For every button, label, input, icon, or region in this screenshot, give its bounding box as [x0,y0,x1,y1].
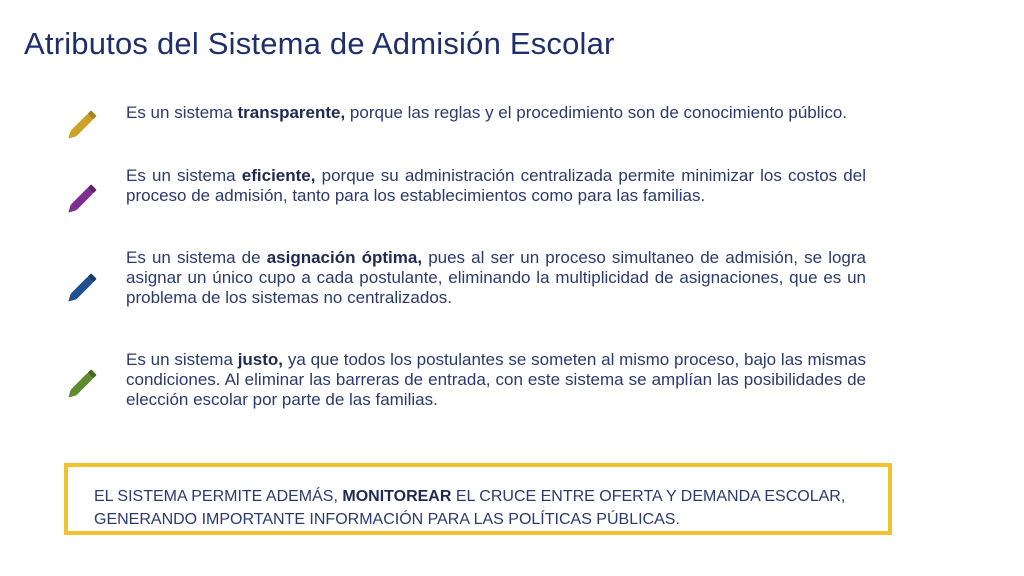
attribute-text: Es un sistema justo, ya que todos los postulantes se someten al mismo proceso, bajo las mismas condiciones. Al eliminar las barreras de entrada, con este sistema se amplían las posibilidades de elección escolar por parte de las familias. [126,350,866,409]
callout-text: EL SISTEMA PERMITE ADEMÁS, MONITOREAR EL CRUCE ENTRE OFERTA Y DEMANDA ESCOLAR, GENERANDO IMPORTANTE INFORMACIÓN PARA LAS POLÍTICAS PÚBLICAS. [94,488,846,528]
attribute-text: Es un sistema de asignación óptima, pues al ser un proceso simultaneo de admisión, se logra asignar un único cupo a cada postulante, eliminando la multiplicidad de asignaciones, que es un problema de los sistemas no centralizados. [126,248,866,307]
pencil-icon [66,179,102,215]
attribute-item-transparente [60,103,870,149]
attribute-text: Es un sistema eficiente, porque su administración centralizada permite minimizar los costos del proceso de admisión, tanto para los establecimientos como para las familias. [126,166,866,205]
attribute-item-justo [60,350,870,434]
pencil-icon [66,105,102,141]
attribute-text: Es un sistema transparente, porque las reglas y el procedimiento son de conocimiento público. [126,103,847,122]
pencil-icon [66,268,102,304]
highlight-callout [64,463,892,535]
attribute-item-asignacion-optima [60,248,870,332]
page-title: Atributos del Sistema de Admisión Escolar [24,26,615,61]
pencil-icon [66,364,102,400]
attribute-item-eficiente [60,166,870,230]
